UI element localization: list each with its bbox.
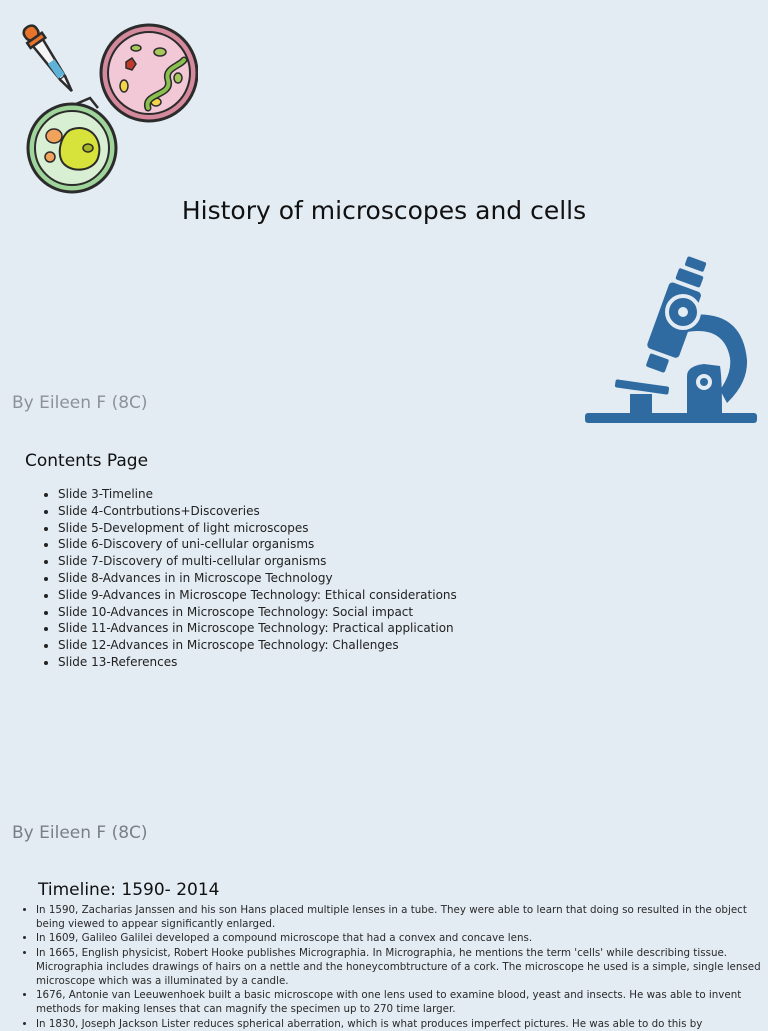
list-item: • In 1665, English physicist, Robert Hooke publishes Micrographia. In Micrographia, he mentions the term 'cells' while describing tissue. Micrographia includes drawings of hairs on a nettle and the honeycombtructure of a cork. The microscope he used is a simple, single lensed microscope which was a illuminated by a candle. xyxy=(36,946,768,989)
list-item: • In 1590, Zacharias Janssen and his son Hans placed multiple lenses in a tube. They were able to learn that doing so resulted in the object being viewed to appear significantly enlarged. xyxy=(36,903,768,931)
list-item: • Slide 13-References xyxy=(58,654,457,671)
contents-heading: Contents Page xyxy=(25,451,149,471)
petri-dish-icon xyxy=(8,18,198,198)
list-item: • Slide 10-Advances in Microscope Technology: Social impact xyxy=(58,604,457,621)
list-item: • Slide 9-Advances in Microscope Technology: Ethical considerations xyxy=(58,587,457,604)
list-item: • Slide 11-Advances in Microscope Technology: Practical application xyxy=(58,620,457,637)
list-item: • 1676, Antonie van Leeuwenhoek built a basic microscope with one lens used to examine blood, yeast and insects. He was able to invent methods for making lenses that can magnify the specimen up to 270 time larger. xyxy=(36,988,768,1016)
timeline-heading: Timeline: 1590- 2014 xyxy=(38,880,220,900)
list-item: • Slide 6-Discovery of uni-cellular organisms xyxy=(58,536,457,553)
author-label: By Eileen F (8C) xyxy=(12,393,148,413)
list-item: • Slide 12-Advances in Microscope Technology: Challenges xyxy=(58,637,457,654)
list-item: • Slide 8-Advances in in Microscope Technology xyxy=(58,570,457,587)
microscope-icon xyxy=(582,248,762,428)
author-label: By Eileen F (8C) xyxy=(12,823,148,843)
list-item: • Slide 4-Contrbutions+Discoveries xyxy=(58,503,457,520)
list-item: • In 1830, Joseph Jackson Lister reduces spherical aberration, which is what produces imperfect pictures. He was able to do this by xyxy=(36,1017,768,1031)
list-item: • Slide 7-Discovery of multi-cellular organisms xyxy=(58,553,457,570)
list-item: • Slide 3-Timeline xyxy=(58,486,457,503)
contents-list xyxy=(40,486,457,671)
timeline-list xyxy=(22,903,768,1031)
list-item: • Slide 5-Development of light microscopes xyxy=(58,520,457,537)
page-title: History of microscopes and cells xyxy=(181,196,587,225)
list-item: • In 1609, Galileo Galilei developed a compound microscope that had a convex and concave lens. xyxy=(36,931,768,945)
